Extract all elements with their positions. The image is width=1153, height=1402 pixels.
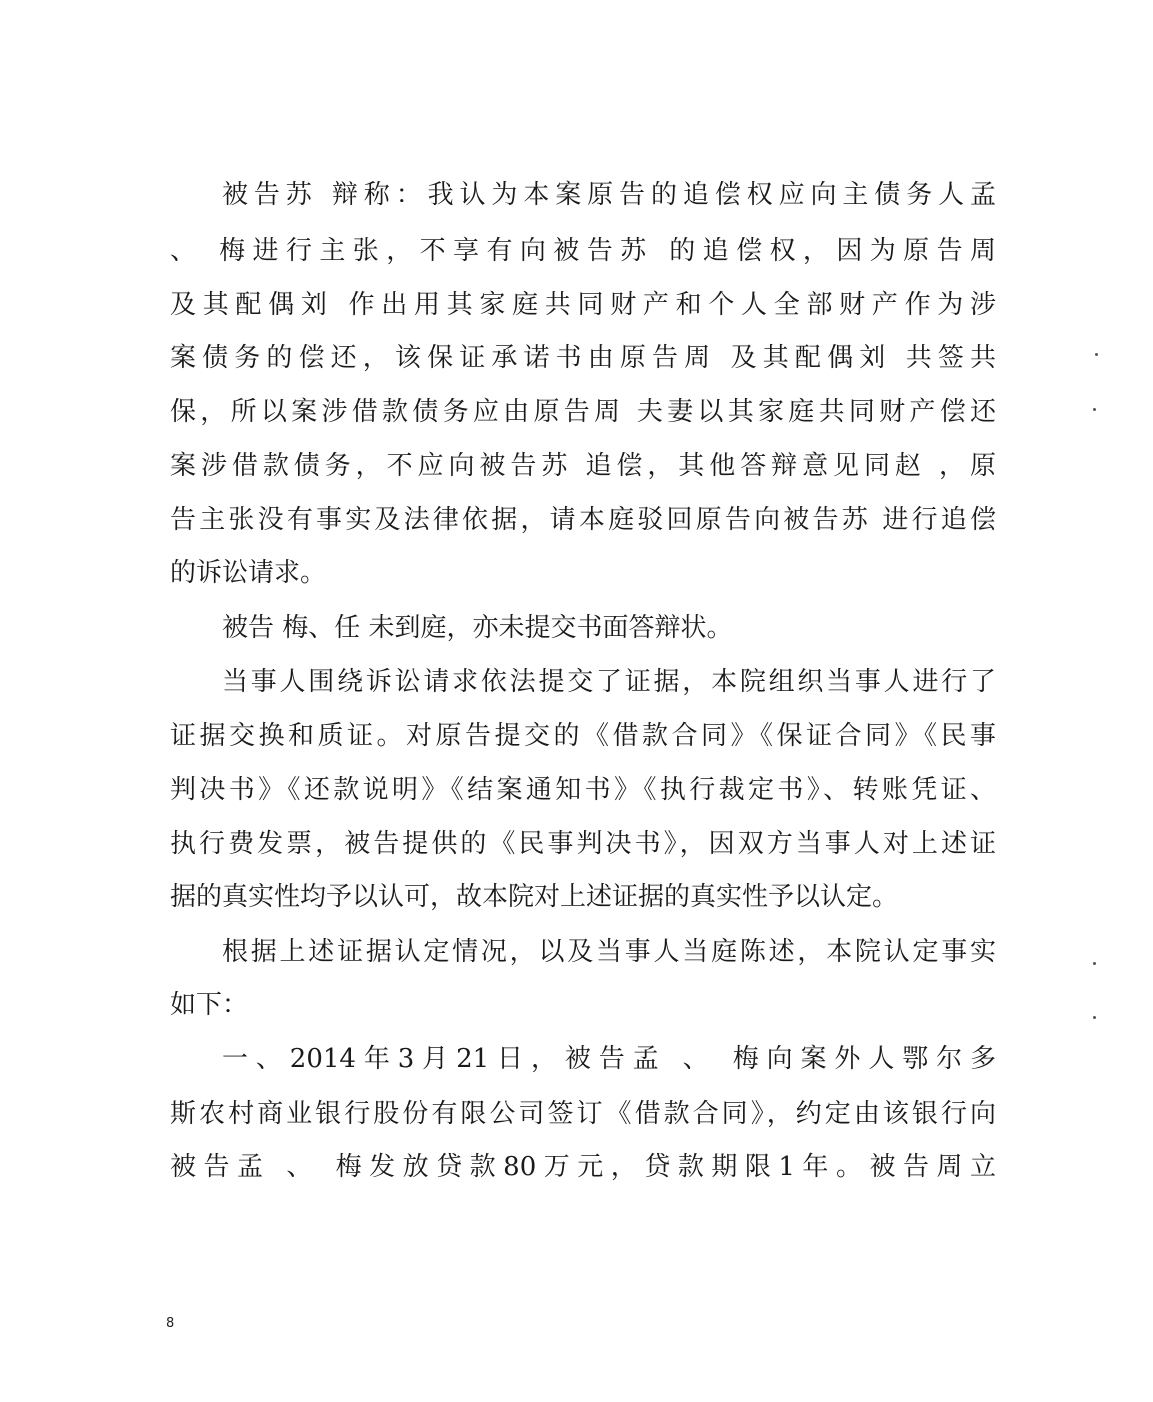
scan-speck [1093,962,1096,965]
paragraph-line: 根据上述证据认定情况，以及当事人当庭陈述，本院认定事实 [222,937,996,967]
paragraph-line: 当事人围绕诉讼请求依法提交了证据，本院组织当事人进行了 [222,667,996,697]
paragraph-line: 案债务的偿还，该保证承诺书由原告周 及其配偶刘 共签共 [170,343,996,373]
paragraph-line: 被告孟 、 梅发放贷款80万元，贷款期限1年。被告周立 [170,1152,996,1182]
paragraph-line: 如下： [170,990,249,1020]
scan-speck [1093,408,1096,411]
paragraph-line: 案涉借款债务，不应向被告苏 追偿，其他答辩意见同赵 ，原 [170,451,996,481]
paragraph-line: 被告苏 辩称：我认为本案原告的追偿权应向主债务人孟 [222,180,996,210]
paragraph-line: 、 梅进行主张，不享有向被告苏 的追偿权，因为原告周 [170,236,996,266]
paragraph-line: 据的真实性均予以认可，故本院对上述证据的真实性予以认定。 [170,882,899,912]
paragraph-line: 告主张没有事实及法律依据，请本庭驳回原告向被告苏 进行追偿 [170,505,996,535]
paragraph-line: 及其配偶刘 作出用其家庭共同财产和个人全部财产作为涉 [170,290,996,320]
paragraph-line: 的诉讼请求。 [170,558,327,588]
paragraph-line: 判决书》《还款说明》《结案通知书》《执行裁定书》、转账凭证、 [170,775,996,805]
page-number: 8 [166,1316,175,1331]
paragraph-line: 证据交换和质证。对原告提交的《借款合同》《保证合同》《民事 [170,721,996,751]
scan-speck [1095,353,1098,356]
paragraph-line: 一、2014年3月21日，被告孟 、 梅向案外人鄂尔多 [222,1044,996,1074]
scan-speck [1093,1016,1096,1019]
paragraph-line: 执行费发票，被告提供的《民事判决书》，因双方当事人对上述证 [170,829,996,859]
paragraph-line: 被告 梅、任 未到庭，亦未提交书面答辩状。 [222,613,733,643]
paragraph-line: 保，所以案涉借款债务应由原告周 夫妻以其家庭共同财产偿还 [170,397,996,427]
paragraph-line: 斯农村商业银行股份有限公司签订《借款合同》，约定由该银行向 [170,1099,996,1129]
